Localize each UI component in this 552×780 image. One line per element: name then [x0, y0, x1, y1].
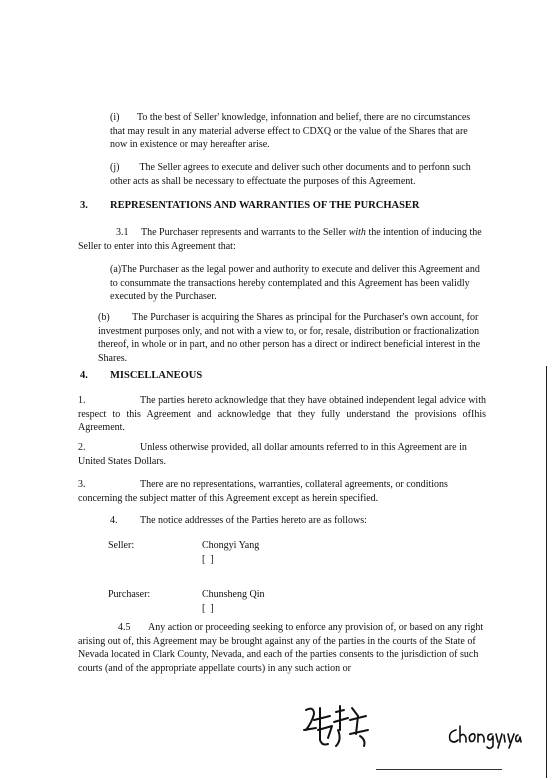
clause-3-1 [78, 226, 486, 253]
purchaser-name: Chunsheng Qin [202, 589, 265, 600]
clause-2-i: (i) To the best of Seller' knowledge, infonnation and belief, there are no circumstances that may result in any material adverse effect to CDXQ or the value of the Shares that are now in existence or may hereafter arise. [110, 112, 471, 150]
purchaser-signature [300, 700, 380, 752]
clause-2-j: (j) The Seller agrees to execute and deliver such other documents and to perfonn such other acts as shall be necessary to effectuate the purposes of this Agreement. [110, 162, 471, 187]
seller-signature [446, 722, 524, 752]
signature-underline [376, 769, 502, 770]
section-4-title: MISCELLANEOUS [110, 370, 203, 381]
clause-4-1-number: 1. [78, 395, 86, 406]
clause-4-2: Unless otherwise provided, all dollar amounts referred to in this Agreement are in United States Dollars. [78, 442, 467, 467]
clause-3-1-with: with [348, 227, 366, 238]
clause-3-a: (a)The Purchaser as the legal power and authority to execute and deliver this Agreement and to consummate the transactions hereby contemplated and this Agreement has been validly executed by the Purchaser. [110, 264, 480, 302]
clause-4-4: The notice addresses of the Parties hereto are as follows: [140, 515, 367, 526]
clause-4-3-number: 3. [78, 479, 86, 490]
clause-4-5: 4.5 Any action or proceeding seeking to enforce any provision of, or based on any right arising out of, this Agreement may be brought against any of the parties in the courts of the State of Nevada located in Clark County, Nevada, and each of the parties consents to the jurisdiction of such courts (and of the appropriate appellate courts) in any such action or [78, 622, 484, 674]
seller-label: Seller: [108, 540, 135, 551]
clause-3-1-tail: the intention of inducing the Seller to enter into this Agreement that: [78, 227, 482, 252]
section-3-title: REPRESENTATIONS AND WARRANTIES OF THE PURCHASER [110, 200, 420, 211]
section-4-number: 4. [80, 370, 88, 381]
seller-address: [ ] [202, 554, 214, 565]
clause-3-b-text: (b) The Purchaser is acquiring the Shares as principal for the Purchaser's own account, for investment purposes only, and not with a view to, or for, resale, distribution or fractionalization thereof, in whole or in part, and no other person has a direct or indirect beneficial interest in the Shares. [98, 312, 481, 364]
clause-3-1-lead: 3.1 The Purchaser represents and warrants to the Seller [116, 227, 349, 238]
seller-name: Chongyi Yang [202, 540, 260, 551]
purchaser-label: Purchaser: [108, 589, 151, 600]
clause-4-1: The parties hereto acknowledge that they have obtained independent legal advice with respect to this Agreement and acknowledge that they fully understand the provisions ofIhis Agreement. [78, 395, 486, 433]
section-3-number: 3. [80, 200, 88, 211]
purchaser-address: [ ] [202, 603, 214, 614]
clause-4-3: There are no representations, warranties, collateral agreements, or conditions concerning the subject matter of this Agreement except as herein specified. [78, 479, 448, 504]
clause-4-4-number: 4. [110, 515, 118, 526]
clause-4-2-number: 2. [78, 442, 86, 453]
margin-rule [546, 366, 547, 778]
